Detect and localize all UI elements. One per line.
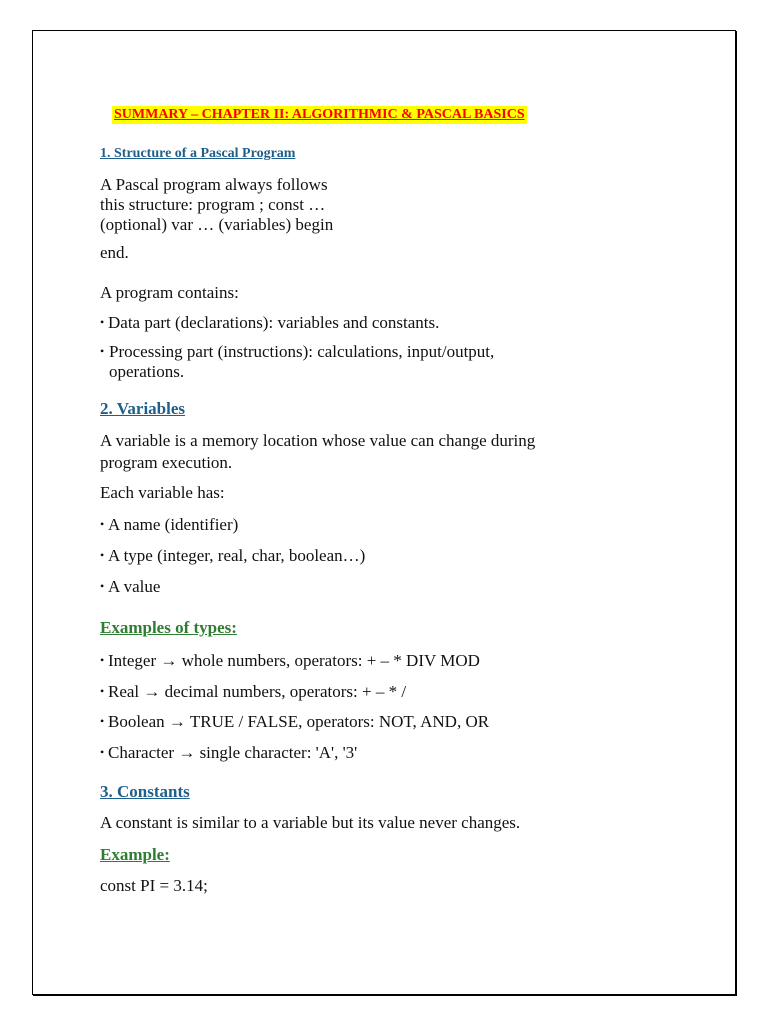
section-1-intro-line-2: this structure: program ; const … xyxy=(100,195,326,214)
section-2-heading: 2. Variables xyxy=(100,399,186,418)
bullet-icon: • xyxy=(100,714,105,728)
list-item: • Data part (declarations): variables and constants. xyxy=(100,313,440,332)
list-item: • Character → single character: 'A', '3' xyxy=(100,743,358,762)
list-item: • Processing part (instructions): calculations, input/output, operations. xyxy=(100,342,495,381)
section-3-heading: 3. Constants xyxy=(100,782,190,801)
bullet-icon: • xyxy=(100,684,105,698)
bullet-icon: • xyxy=(100,579,105,593)
list-item: • Real → decimal numbers, operators: + – * / xyxy=(100,682,407,701)
example-heading: Example: xyxy=(100,845,170,864)
section-2-each-has-label: Each variable has: xyxy=(100,483,225,502)
section-1-intro-line-3: (optional) var … (variables) begin xyxy=(100,215,334,234)
list-item: • A type (integer, real, char, boolean…) xyxy=(100,546,366,565)
document-title: SUMMARY – CHAPTER II: ALGORITHMIC & PASCAL BASICS xyxy=(114,107,525,122)
list-item: • A name (identifier) xyxy=(100,515,239,534)
bullet-icon: • xyxy=(100,745,105,759)
examples-of-types-heading: Examples of types: xyxy=(100,618,237,637)
bullet-icon: • xyxy=(100,517,105,531)
bullet-icon: • xyxy=(100,344,105,358)
list-item: • Boolean → TRUE / FALSE, operators: NOT, AND, OR xyxy=(100,712,490,731)
example-code: const PI = 3.14; xyxy=(100,876,208,895)
list-item: • Integer → whole numbers, operators: + – * DIV MOD xyxy=(100,651,480,670)
section-3-definition: A constant is similar to a variable but its value never changes. xyxy=(100,813,521,832)
bullet-icon: • xyxy=(100,548,105,562)
bullet-icon: • xyxy=(100,653,105,667)
bullet-icon: • xyxy=(100,315,105,329)
section-1-heading: 1. Structure of a Pascal Program xyxy=(100,146,296,161)
list-item: • A value xyxy=(100,577,161,596)
section-1-contains-label: A program contains: xyxy=(100,283,239,302)
section-1-intro-line-1: A Pascal program always follows xyxy=(100,175,328,194)
section-1-end-line: end. xyxy=(100,243,129,262)
section-2-definition: A variable is a memory location whose value can change during program execution. xyxy=(100,431,536,472)
